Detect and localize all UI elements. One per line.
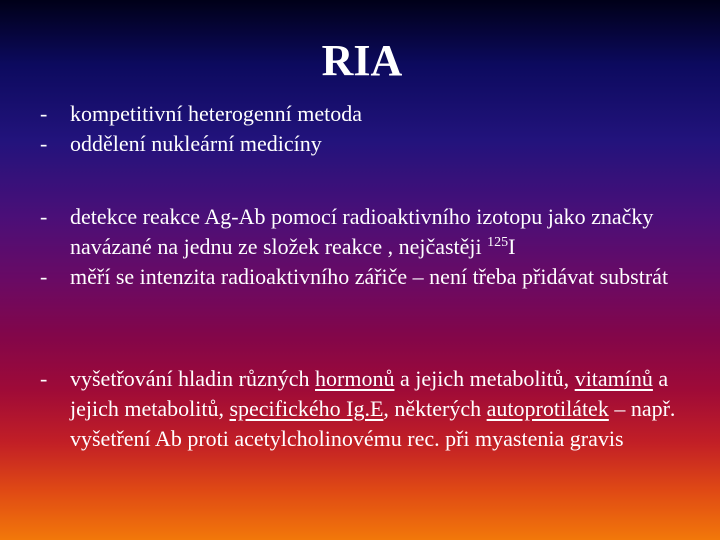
bullet-text: měří se intenzita radioaktivního zářiče – není třeba přidávat substrát <box>70 264 669 289</box>
bullet-text: – např. vyšetření Ab proti acetylcholinovému rec. při myastenia gravis <box>70 396 676 451</box>
bullet-dash: - <box>40 204 48 229</box>
bullet-text: oddělení nukleární medicíny <box>70 131 322 156</box>
bullet-group-uses <box>40 364 680 454</box>
isotope-mass-number: 125 <box>487 235 509 250</box>
bullet-text: a jejich metabolitů, <box>394 366 575 391</box>
bullet-group-detection <box>40 202 680 292</box>
bullet-item <box>40 202 680 262</box>
bullet-dash: - <box>40 101 48 126</box>
hormones-link[interactable]: hormonů <box>315 366 395 391</box>
bullet-text: a jejich metabolitů, <box>70 366 669 421</box>
vitamins-link[interactable]: vitamínů <box>574 366 653 391</box>
bullet-dash: - <box>40 264 48 289</box>
bullet-group-method <box>40 99 680 159</box>
bullet-item <box>40 129 680 159</box>
isotope-symbol: I <box>508 234 516 259</box>
bullet-item <box>40 99 680 129</box>
specific-ige-link[interactable]: specifického Ig.E <box>229 396 384 421</box>
bullet-item <box>40 364 680 454</box>
bullet-text: kompetitivní heterogenní metoda <box>70 101 363 126</box>
bullet-item <box>40 262 680 292</box>
bullet-text: detekce reakce Ag-Ab pomocí radioaktivního izotopu jako značky navázané na jednu ze složek reakce , nejčastěji <box>70 204 654 259</box>
bullet-text: , některých <box>383 396 487 421</box>
bullet-dash: - <box>40 366 48 391</box>
bullet-text: vyšetřování hladin různých <box>70 366 315 391</box>
slide-title: RIA <box>321 36 403 85</box>
autoantibodies-link[interactable]: autoprotilátek <box>486 396 609 421</box>
bullet-dash: - <box>40 131 48 156</box>
